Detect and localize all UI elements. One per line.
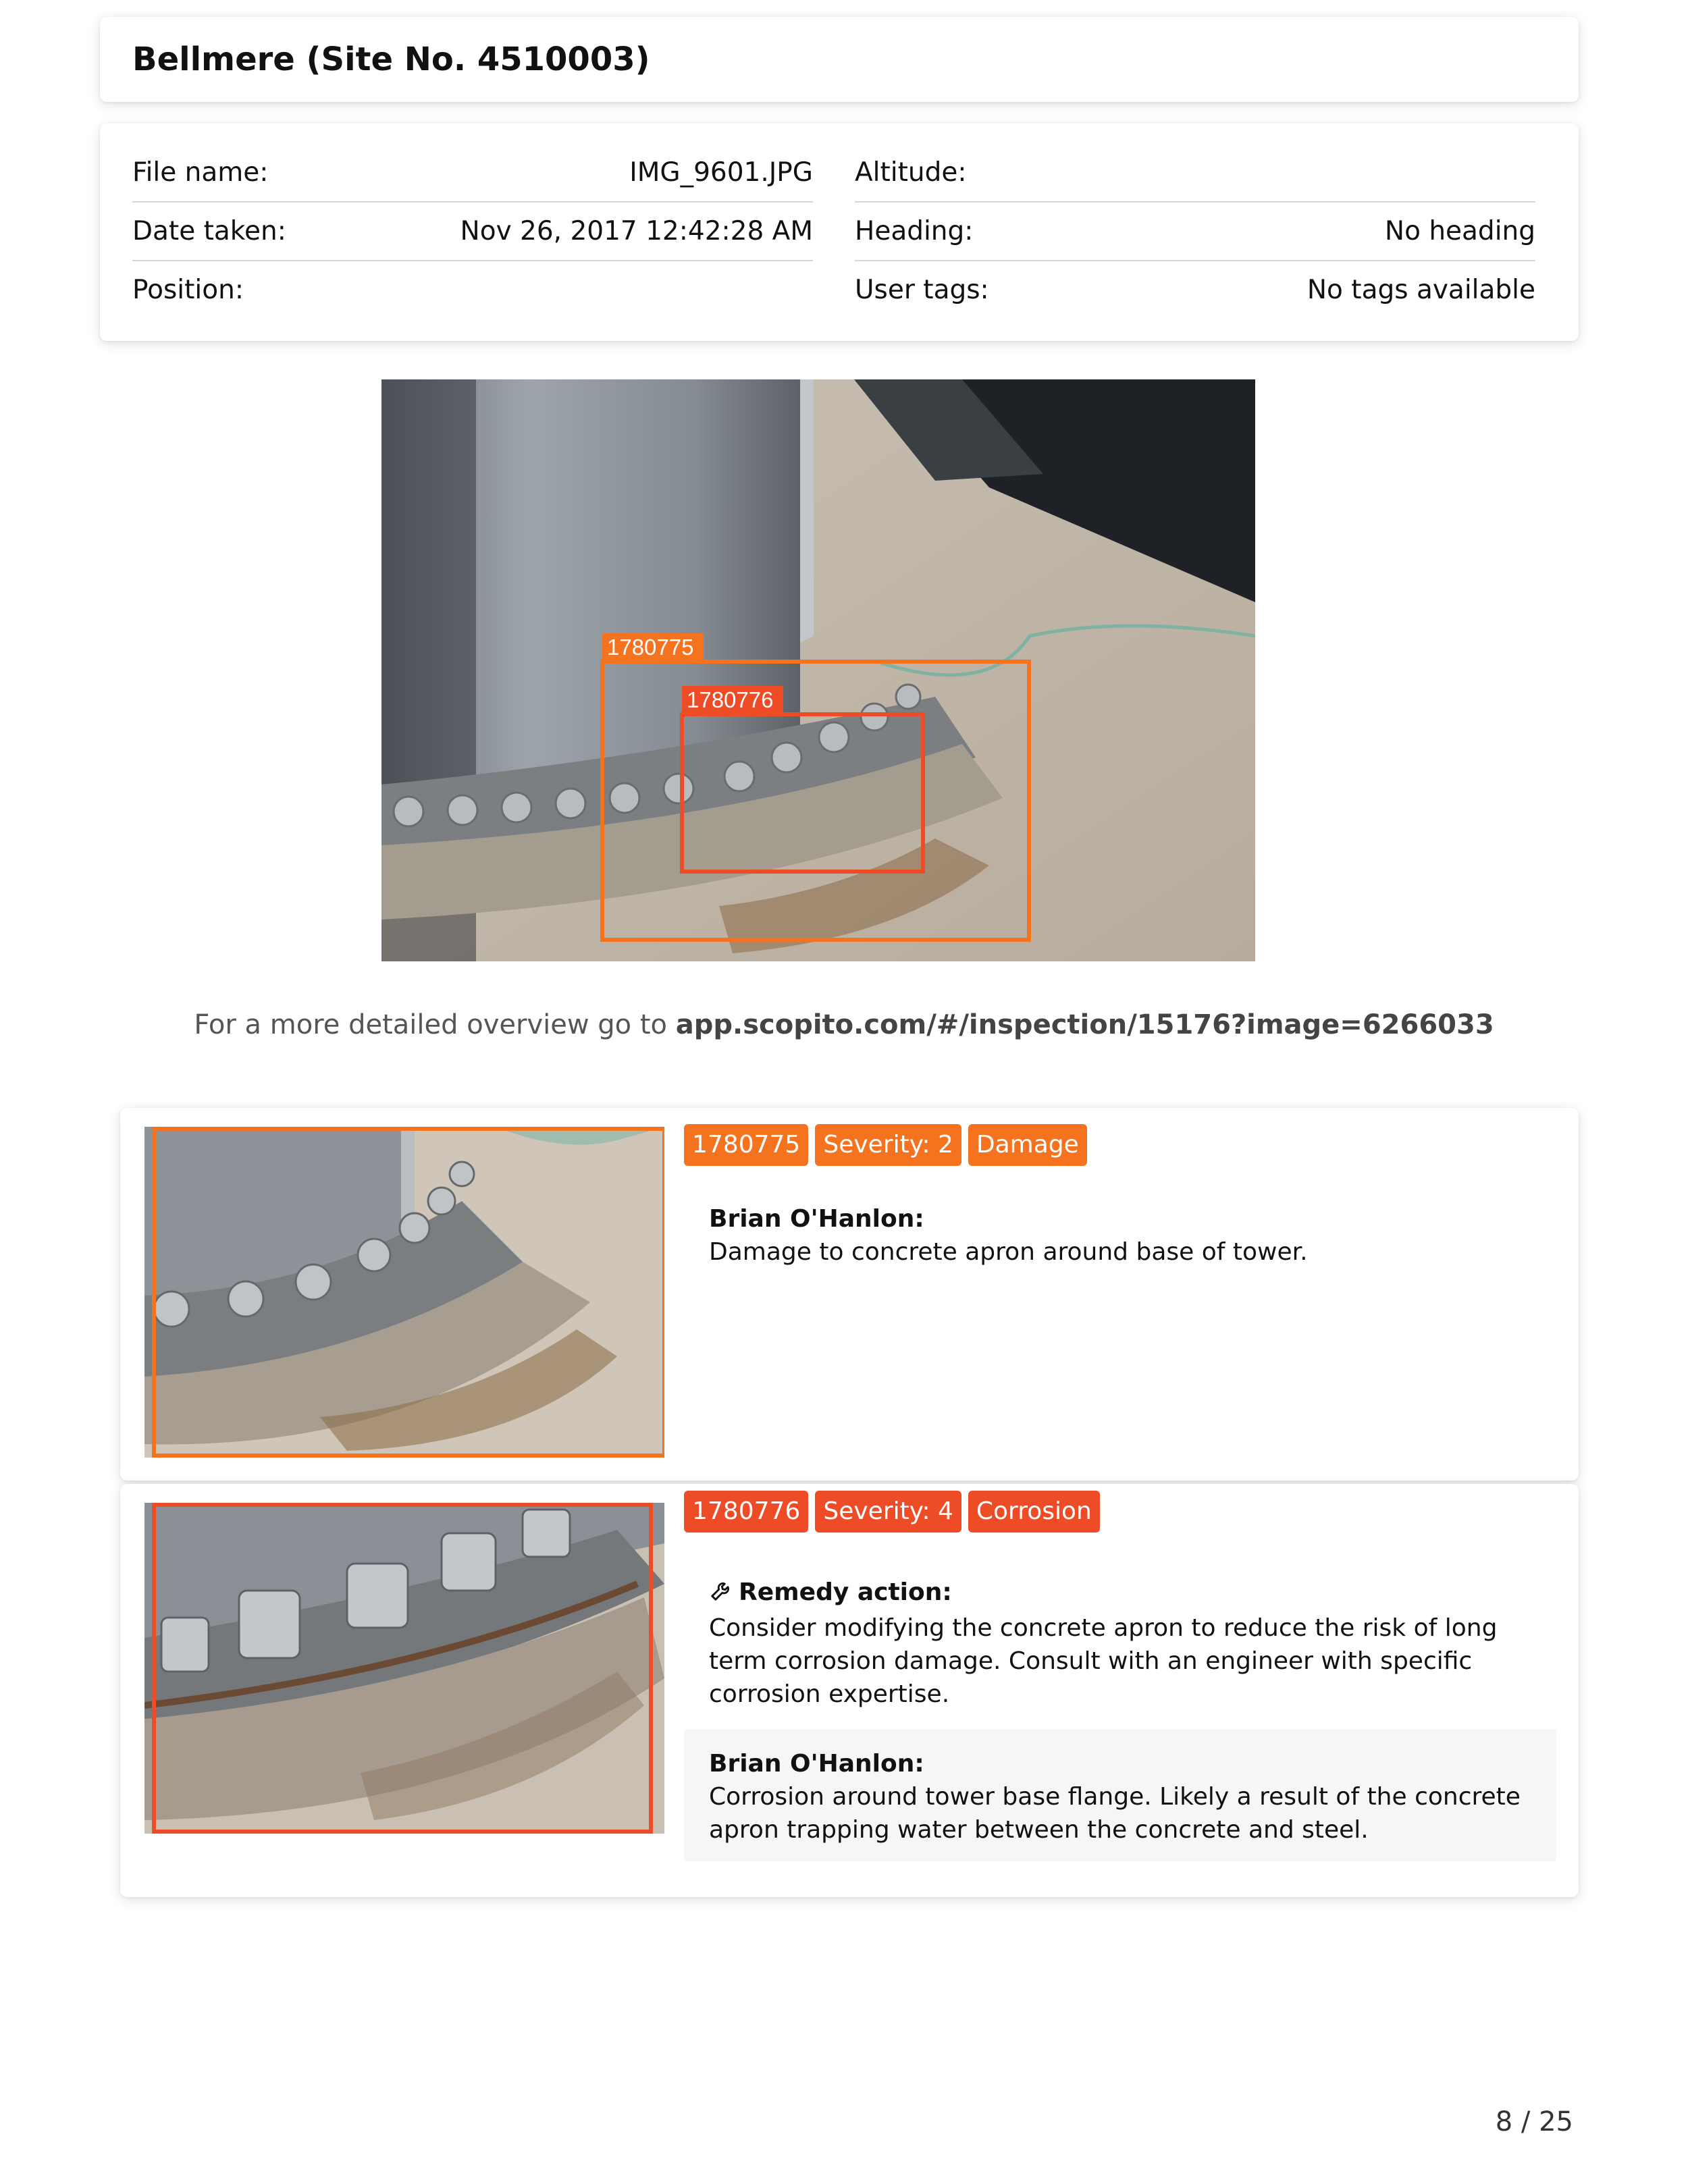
severity-badge: Severity: 4: [815, 1491, 961, 1533]
metadata-label: Heading:: [855, 216, 974, 246]
metadata-row-position: [132, 261, 813, 319]
metadata-label: User tags:: [855, 275, 989, 305]
page-number: 8 / 25: [1495, 2106, 1573, 2137]
detail-overview-prefix: For a more detailed overview go to: [194, 1009, 676, 1040]
category-badge: Damage: [968, 1124, 1087, 1166]
annotation-box-label: 1780775: [607, 635, 694, 660]
inspection-link[interactable]: app.scopito.com/#/inspection/15176?image=6266033: [675, 1009, 1494, 1040]
metadata-left-column: [132, 144, 813, 319]
page-title: Bellmere (Site No. 4510003): [132, 41, 650, 78]
remedy-text: Consider modifying the concrete apron to reduce the risk of long term corrosion damage. Consult with an engineer with specific corrosion expertise.: [709, 1614, 1498, 1708]
comment-text: Corrosion around tower base flange. Likely a result of the concrete apron trapping water between the concrete and steel.: [709, 1783, 1521, 1844]
inspection-photo[interactable]: [381, 379, 1255, 961]
annotation-thumbnail[interactable]: [144, 1127, 664, 1458]
metadata-row-altitude: [855, 144, 1535, 203]
metadata-row-date-taken: [132, 203, 813, 261]
metadata-label: Position:: [132, 275, 244, 305]
annotation-comment: [709, 1747, 1539, 1846]
annotation-thumbnail[interactable]: [144, 1503, 664, 1834]
severity-badge: Severity: 2: [815, 1124, 961, 1166]
comment-author: Brian O'Hanlon:: [709, 1750, 924, 1778]
metadata-value: No tags available: [1307, 275, 1535, 305]
title-card: [100, 17, 1579, 102]
inspection-photo-illustration: [381, 379, 1255, 961]
metadata-label: File name:: [132, 157, 269, 188]
comment-text: Damage to concrete apron around base of tower.: [709, 1238, 1308, 1266]
wrench-icon: [709, 1577, 735, 1612]
metadata-value: IMG_9601.JPG: [629, 157, 813, 188]
metadata-right-column: [855, 144, 1535, 319]
metadata-value: No heading: [1384, 216, 1535, 246]
annotation-card-1780776: [120, 1484, 1579, 1897]
annotation-chips: [684, 1491, 1100, 1533]
annotation-comment: [709, 1202, 1539, 1269]
annotation-card-1780775: [120, 1108, 1579, 1481]
annotation-id-badge: 1780776: [684, 1491, 808, 1533]
annotation-thumbnail-illustration: [144, 1127, 664, 1458]
remedy-action: [709, 1576, 1539, 1711]
metadata-label: Date taken:: [132, 216, 286, 246]
annotation-box-label: 1780776: [687, 687, 774, 712]
annotation-id-badge: 1780775: [684, 1124, 808, 1166]
category-badge: Corrosion: [968, 1491, 1100, 1533]
metadata-row-user-tags: [855, 261, 1535, 319]
metadata-value: Nov 26, 2017 12:42:28 AM: [460, 216, 813, 246]
image-metadata-card: [100, 124, 1579, 341]
detail-overview-note: [0, 1009, 1688, 1040]
annotation-chips: [684, 1124, 1087, 1166]
metadata-label: Altitude:: [855, 157, 967, 188]
metadata-row-heading: [855, 203, 1535, 261]
annotation-thumbnail-illustration: [144, 1503, 664, 1834]
comment-author: Brian O'Hanlon:: [709, 1205, 924, 1233]
remedy-label: Remedy action:: [739, 1578, 952, 1606]
metadata-row-file-name: [132, 144, 813, 203]
remedy-heading: [709, 1576, 1539, 1612]
